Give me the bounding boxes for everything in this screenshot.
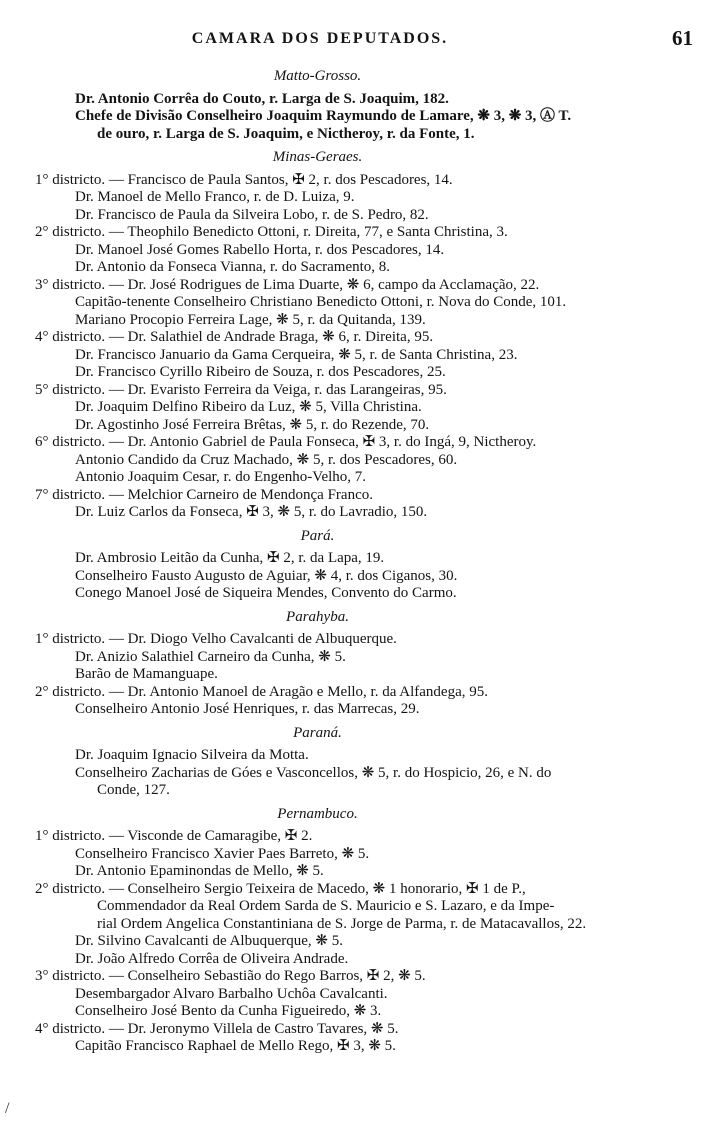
district-entry: 3° districto. — Dr. José Rodrigues de Lima Duarte, ❋ 6, campo da Acclamação, 22. [35, 276, 540, 293]
deputies-list [35, 62, 695, 1056]
entry-continuation: de ouro, r. Larga de S. Joaquim, e Nictheroy, r. da Fonte, 1. [97, 125, 475, 142]
province-section [35, 68, 695, 143]
deputy-entry: Dr. Antonio Epaminondas de Mello, ❋ 5. [75, 863, 324, 879]
deputy-entry: Dr. Francisco de Paula da Silveira Lobo, r. de S. Pedro, 82. [75, 206, 429, 223]
deputy-entry: Barão de Mamanguape. [75, 666, 218, 682]
district-entry: 6° districto. — Dr. Antonio Gabriel de Paula Fonseca, ✠ 3, r. do Ingá, 9, Nictheroy. [35, 434, 537, 450]
deputy-entry: Dr. Francisco Cyrillo Ribeiro de Souza, r. dos Pescadores, 25. [75, 364, 446, 380]
province-section [35, 609, 695, 719]
deputy-entry: Dr. Manoel de Mello Franco, r. de D. Luiza, 9. [75, 189, 355, 205]
district-entry: 4° districto. — Dr. Jeronymo Villela de Castro Tavares, ❋ 5. [35, 1020, 399, 1037]
province-section [35, 149, 695, 522]
deputy-entry: Conselheiro Fausto Augusto de Aguiar, ❋ 4, r. dos Ciganos, 30. [75, 567, 458, 584]
deputy-entry: Chefe de Divisão Conselheiro Joaquim Raymundo de Lamare, ❋ 3, ❋ 3, Ⓐ T. [75, 108, 572, 124]
deputy-entry: Capitão Francisco Raphael de Mello Rego, ✠ 3, ❋ 5. [75, 1038, 396, 1054]
province-section [35, 725, 695, 800]
deputy-entry: Capitão-tenente Conselheiro Christiano Benedicto Ottoni, r. Nova do Conde, 101. [75, 294, 567, 310]
district-entry: 2° districto. — Theophilo Benedicto Ottoni, r. Direita, 77, e Santa Christina, 3. [35, 224, 508, 240]
district-entry: 2° districto. — Dr. Antonio Manoel de Aragão e Mello, r. da Alfandega, 95. [35, 683, 488, 700]
district-entry: 2° districto. — Conselheiro Sergio Teixeira de Macedo, ❋ 1 honorario, ✠ 1 de P., [35, 880, 526, 897]
running-header: CAMARA DOS DEPUTADOS. [191, 30, 449, 47]
deputy-entry: Desembargador Alvaro Barbalho Uchôa Cavalcanti. [75, 985, 388, 1002]
deputy-entry: Dr. Joaquim Ignacio Silveira da Motta. [75, 747, 309, 763]
province-section [35, 528, 695, 603]
deputy-entry: Dr. Agostinho José Ferreira Brêtas, ❋ 5, r. do Rezende, 70. [75, 416, 430, 433]
district-entry: 3° districto. — Conselheiro Sebastião do Rego Barros, ✠ 2, ❋ 5. [35, 968, 426, 984]
deputy-entry: Dr. Manoel José Gomes Rabello Horta, r. dos Pescadores, 14. [75, 241, 445, 258]
deputy-entry: Dr. Silvino Cavalcanti de Albuquerque, ❋ 5. [75, 933, 343, 949]
deputy-entry: Dr. Antonio Corrêa do Couto, r. Larga de S. Joaquim, 182. [75, 90, 449, 107]
district-entry: 1° districto. — Francisco de Paula Santos, ✠ 2, r. dos Pescadores, 14. [35, 171, 453, 188]
deputy-entry: Dr. Joaquim Delfino Ribeiro da Luz, ❋ 5, Villa Christina. [75, 399, 422, 415]
province-title: Minas-Geraes. [272, 149, 363, 165]
deputy-entry: Dr. Francisco Januario da Gama Cerqueira, ❋ 5, r. de Santa Christina, 23. [75, 346, 518, 363]
deputy-entry: Dr. Ambrosio Leitão da Cunha, ✠ 2, r. da Lapa, 19. [75, 550, 385, 566]
entry-continuation: rial Ordem Angelica Constantiniana de S. Jorge de Parma, r. de Matacavallos, 22. [97, 915, 587, 932]
deputy-entry: Dr. João Alfredo Corrêa de Oliveira Andrade. [75, 950, 349, 967]
entry-continuation: Commendador da Real Ordem Sarda de S. Mauricio e S. Lazaro, e da Impe- [97, 898, 555, 914]
province-title: Pernambuco. [277, 805, 358, 822]
deputy-entry: Conselheiro Zacharias de Góes e Vasconcellos, ❋ 5, r. do Hospicio, 26, e N. do [75, 764, 552, 781]
deputy-entry: Dr. Antonio da Fonseca Vianna, r. do Sacramento, 8. [75, 259, 391, 275]
district-entry: 1° districto. — Visconde de Camaragibe, ✠ 2. [35, 828, 313, 844]
entry-continuation: Conde, 127. [97, 782, 170, 798]
deputy-entry: Mariano Procopio Ferreira Lage, ❋ 5, r. da Quitanda, 139. [75, 311, 426, 328]
district-entry: 1° districto. — Dr. Diogo Velho Cavalcanti de Albuquerque. [35, 631, 397, 647]
scan-mark: / [5, 1100, 10, 1117]
deputy-entry: Conselheiro José Bento da Cunha Figueiredo, ❋ 3. [75, 1003, 382, 1019]
deputy-entry: Conselheiro Antonio José Henriques, r. das Marrecas, 29. [75, 701, 420, 717]
district-entry: 5° districto. — Dr. Evaristo Ferreira da Veiga, r. das Larangeiras, 95. [35, 381, 447, 398]
district-entry: 7° districto. — Melchior Carneiro de Mendonça Franco. [35, 486, 373, 503]
deputy-entry: Dr. Anizio Salathiel Carneiro da Cunha, ❋ 5. [75, 648, 346, 665]
province-title: Matto-Grosso. [273, 68, 362, 84]
deputy-entry: Antonio Candido da Cruz Machado, ❋ 5, r. dos Pescadores, 60. [75, 451, 458, 468]
deputy-entry: Conselheiro Francisco Xavier Paes Barreto, ❋ 5. [75, 845, 370, 862]
district-entry: 4° districto. — Dr. Salathiel de Andrade Braga, ❋ 6, r. Direita, 95. [35, 329, 434, 345]
province-title: Parahyba. [286, 608, 349, 625]
page-number: 61 [672, 26, 693, 50]
province-title: Paraná. [293, 724, 342, 741]
deputy-entry: Conego Manoel José de Siqueira Mendes, Convento do Carmo. [75, 585, 457, 601]
deputy-entry: Antonio Joaquim Cesar, r. do Engenho-Velho, 7. [75, 469, 367, 485]
province-title: Pará. [300, 527, 335, 544]
province-section [35, 806, 695, 1056]
deputy-entry: Dr. Luiz Carlos da Fonseca, ✠ 3, ❋ 5, r. do Lavradio, 150. [75, 504, 428, 520]
